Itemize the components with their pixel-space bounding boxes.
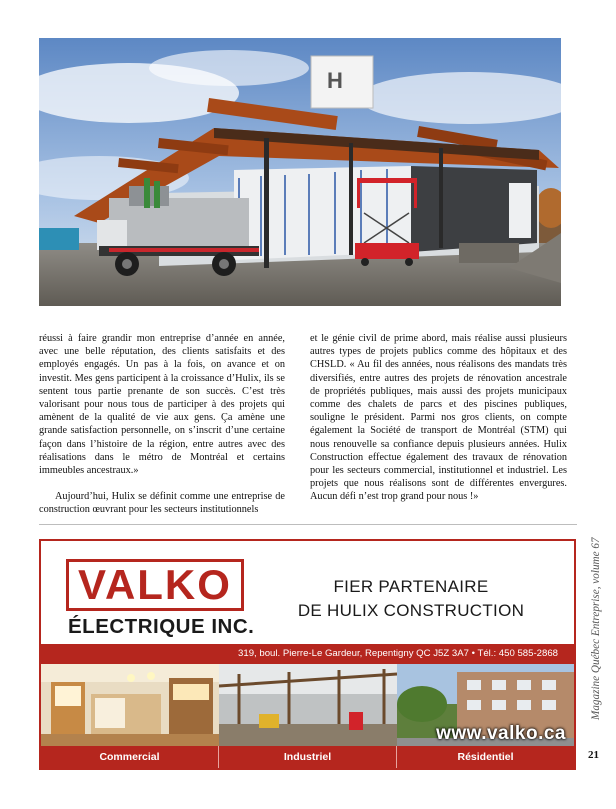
tagline-line-2: DE HULIX CONSTRUCTION [297,601,525,620]
article-paragraph: et le génie civil de prime abord, mais réalise aussi plusieurs autres types de projets publics comme des hôpitaux et des CHSLD. « Au fil des années, nous réalisons des mandats très diversifiés, entre autres des projets de rénovation ancestrale de propriétés publiques, mais aussi des projets municipaux comme des chalets de parcs et des piscines publiques, souligne le président. Parmi nos gros clients, on compte également la Société de transport de Montréal (STM) qui nous renouvelle sa confiance depuis plusieurs années. Hulix Construction effectue également des travaux de rénovation pour les secteurs commercial, institutionnel et industriel. Les projets que nous réalisons sont de différentes envergures. Aucun défi n’est trop grand pour nous !» [310,333,567,503]
category-bar [41,746,574,768]
svg-text:H: H [327,68,343,93]
category-commercial: Commercial [41,746,219,768]
article-right-column [310,332,567,517]
article-paragraph: Aujourd’hui, Hulix se définit comme une entreprise de construction œuvrant pour les secteurs institutionnels [39,491,285,516]
magazine-name: Magazine Québec Entreprise, volume 67 [590,537,602,720]
section-divider [39,524,577,525]
partner-tagline [281,575,541,623]
construction-site-photo [39,38,561,306]
company-address: 319, boul. Pierre-Le Gardeur, Repentigny QC J5Z 3A7 • Tél.: 450 585-2868 [238,648,558,659]
tagline-line-1: FIER PARTENAIRE [333,577,489,596]
page-number: 21 [588,749,599,761]
valko-logo [66,559,244,611]
category-industrial: Industriel [219,746,397,768]
article-paragraph: réussi à faire grandir mon entreprise d’année en année, avec une belle réputation, des clients satisfaits et des employés engagés. Un pas à la fois, on avance et on investit. Mes gens participent à la croissance d’Hulix, ils se sentent tous partie prenante de son succès. C’est très valorisant pour nous tous de participer à des projets qui amènent de la qualité de vie aux gens. Ça amène une grande satisfaction personnelle, on s’inscrit d’une certaine façon dans l’histoire de la région, entre autres avec des réalisations dans le métro de Montréal et certains immeubles ancestraux.» [39,333,285,477]
category-residential: Résidentiel [457,751,514,763]
article-left-column [39,332,285,530]
address-band [41,644,574,664]
commercial-photo [41,664,219,746]
logo-subtitle: ÉLECTRIQUE INC. [68,615,255,638]
valko-advertisement [39,539,576,770]
industrial-photo [219,664,397,746]
website-link[interactable]: www.valko.ca [436,723,566,744]
logo-main-text: VALKO [78,561,232,608]
